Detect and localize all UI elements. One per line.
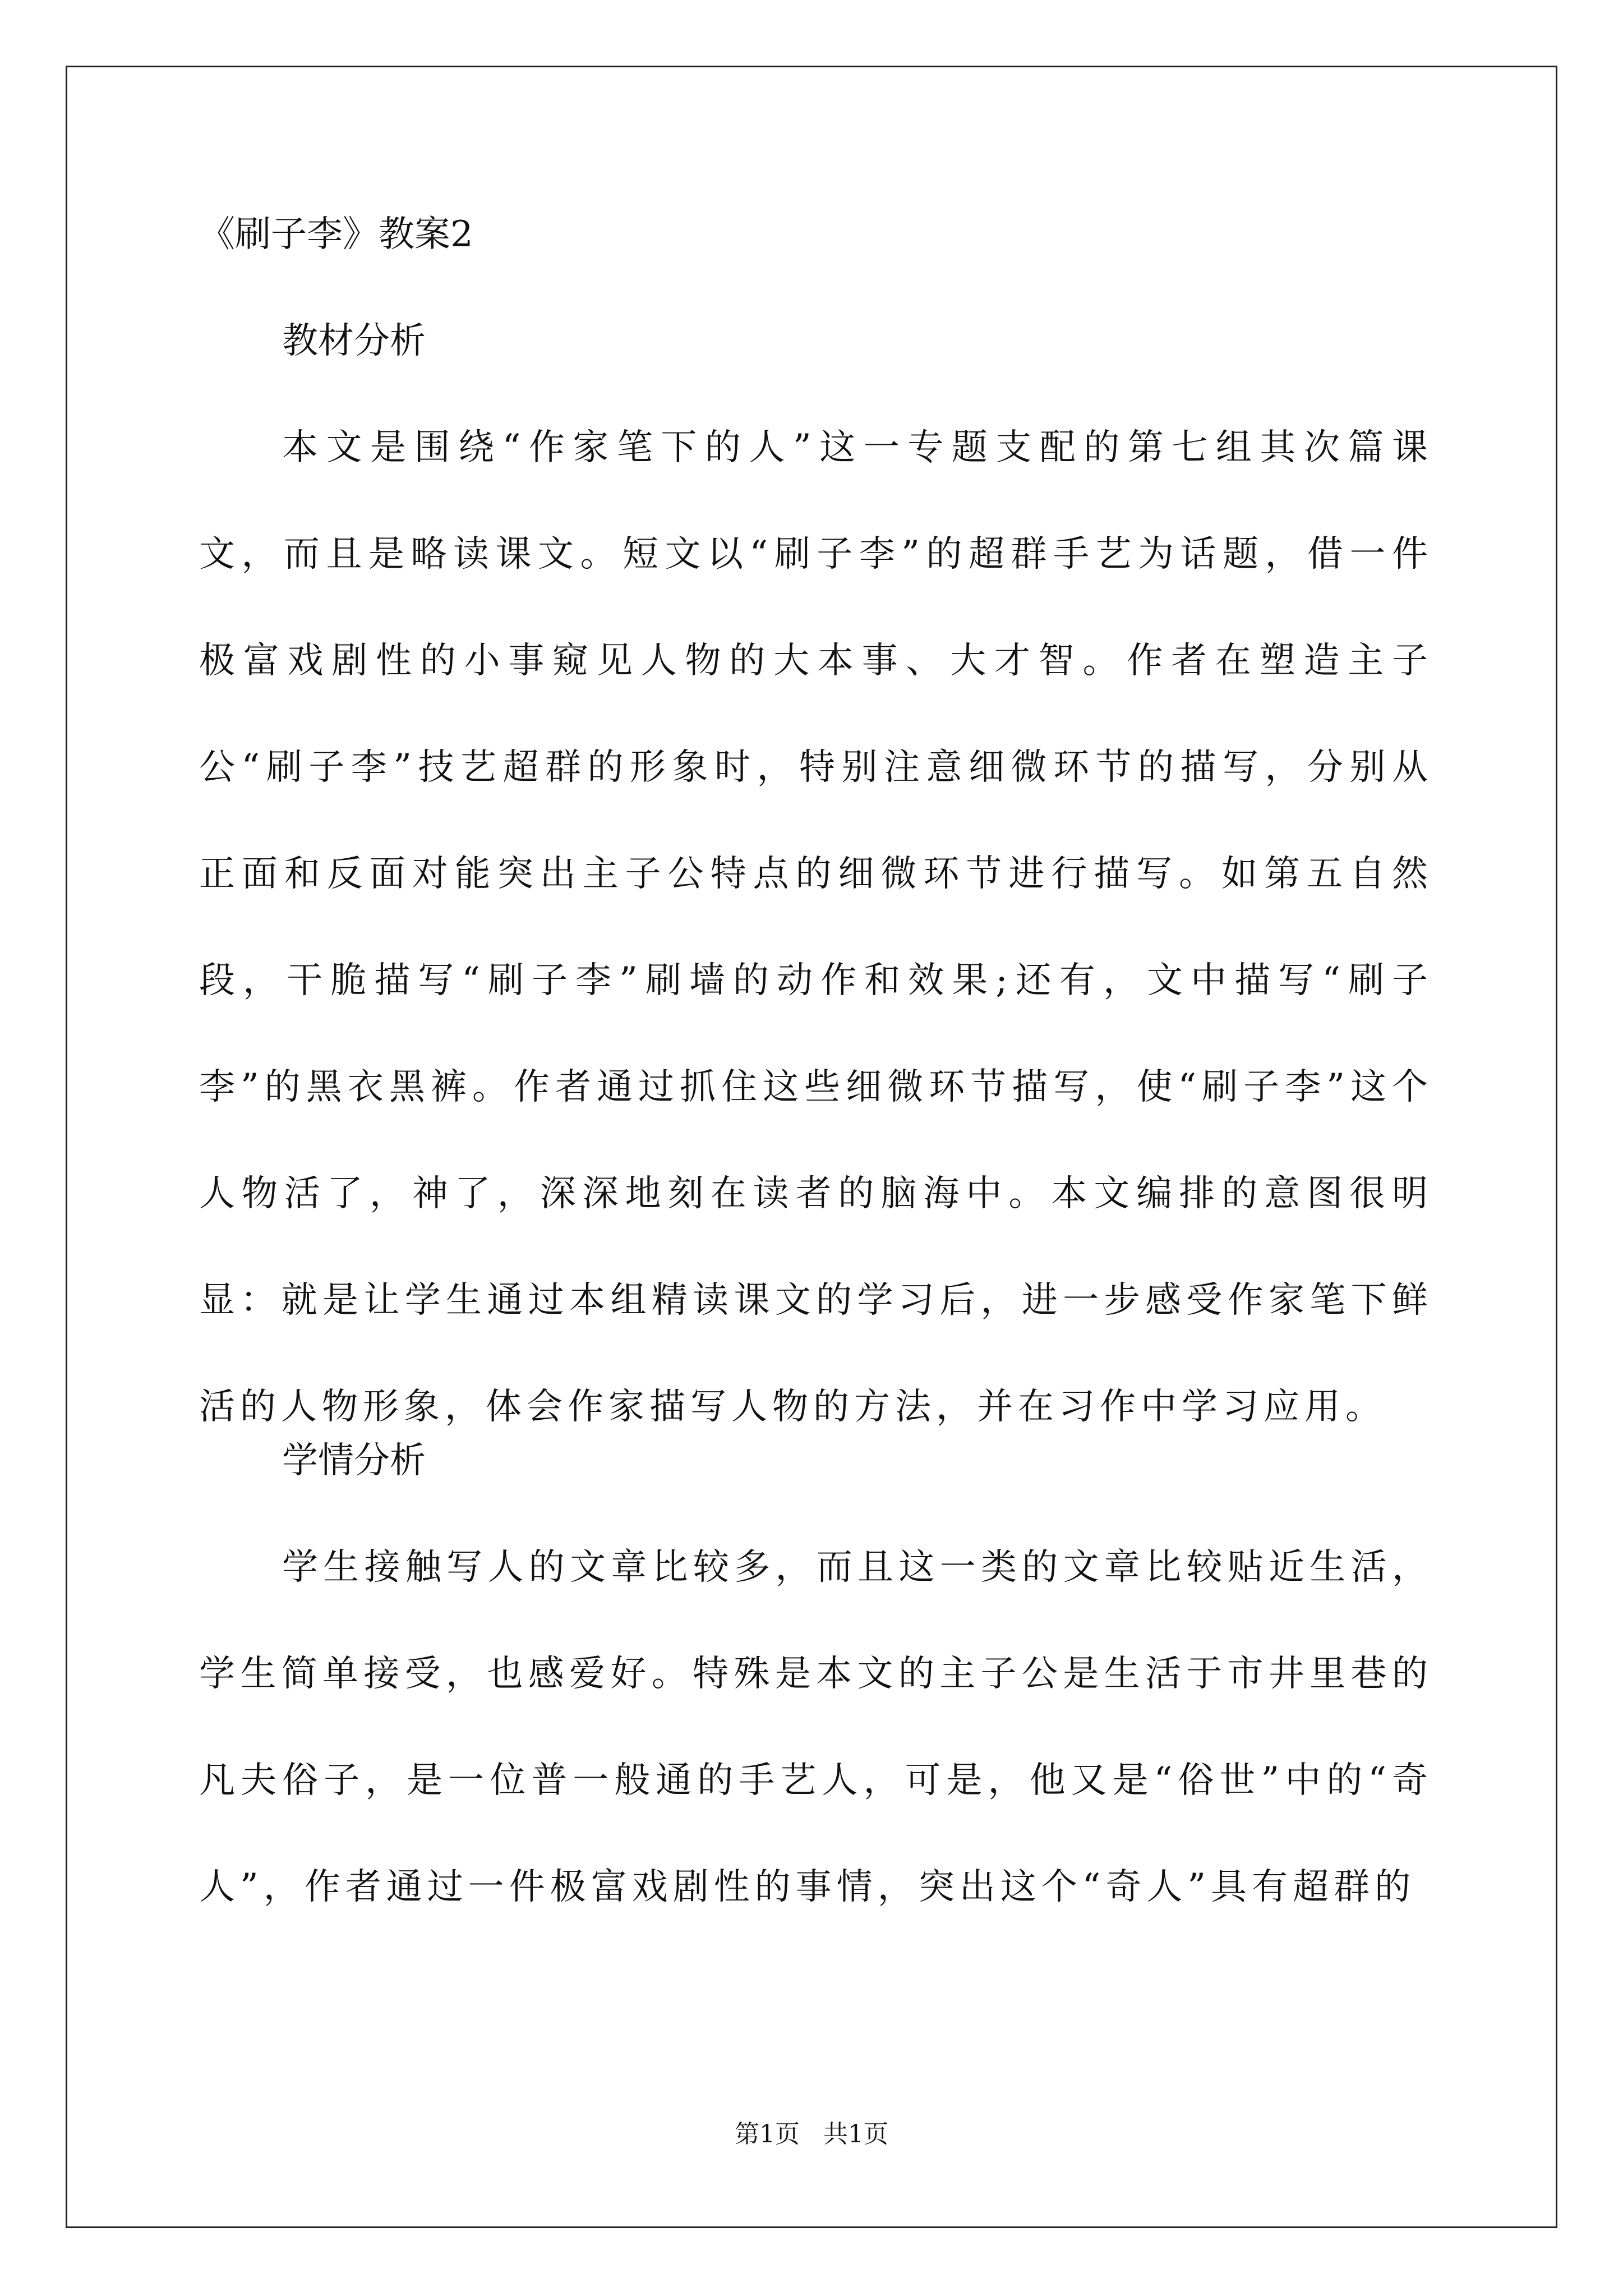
document-body xyxy=(199,208,1433,1940)
section-heading-student-analysis: 学情分析 xyxy=(282,1440,426,1481)
page-footer: 第1页 共1页 xyxy=(735,2120,888,2148)
document-title: 《刷子李》教案2 xyxy=(199,214,473,255)
paragraph-textbook-analysis: 本文是围绕“作家笔下的人”这一专题支配的第七组其次篇课文，而且是略读课文。短文以“刷子李”的超群手艺为话题，借一件极富戏剧性的小事窥见人物的大本事、大才智。作者在塑造主子公“刷子李”技艺超群的形象时，特别注意细微环节的描写，分别从正面和反面对能突出主子公特点的细微环节进行描写。如第五自然段，干脆描写“刷子李”刷墙的动作和效果;还有，文中描写“刷子李”的黑衣黑裤。作者通过抓住这些细微环节描写，使“刷子李”这个人物活了，神了，深深地刻在读者的脑海中。本文编排的意图很明显：就是让学生通过本组精读课文的学习后，进一步感受作家笔下鲜活的人物形象，体会作家描写人物的方法，并在习作中学习应用。 xyxy=(199,427,1433,1428)
section-heading-textbook-analysis: 教材分析 xyxy=(282,320,426,362)
paragraph-student-analysis: 学生接触写人的文章比较多，而且这一类的文章比较贴近生活，学生简单接受，也感爱好。特殊是本文的主子公是生活于市井里巷的凡夫俗子，是一位普一般通的手艺人，可是，他又是“俗世”中的“奇人”，作者通过一件极富戏剧性的事情，突出这个“奇人”具有超群的 xyxy=(199,1547,1433,1908)
